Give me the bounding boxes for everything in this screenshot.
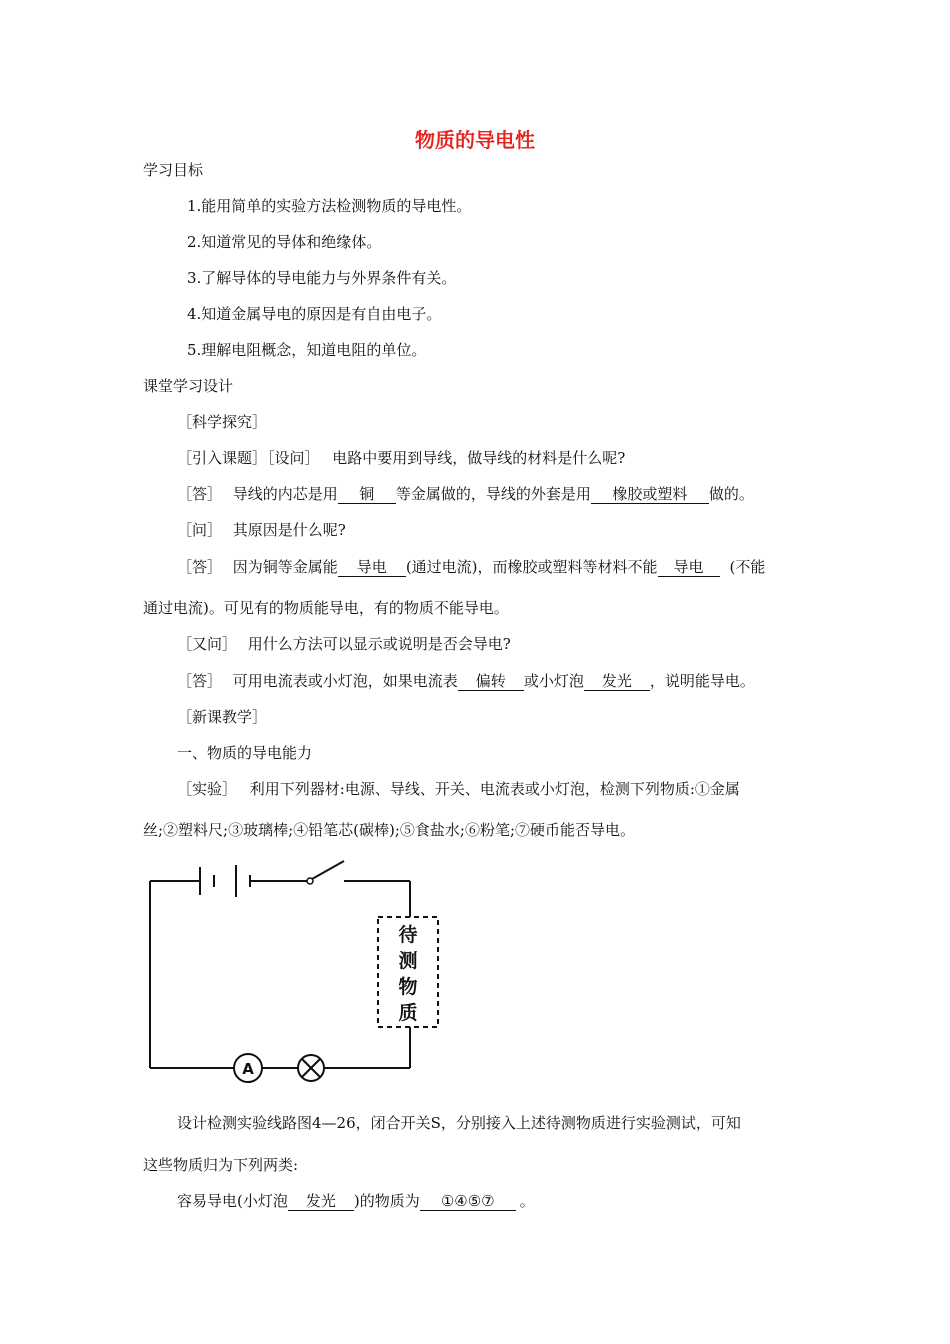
- answer-text: (通过电流)，而橡胶或塑料等材料不能: [405, 558, 658, 576]
- answer-blank: 铜: [338, 485, 396, 504]
- answer-blank: 橡胶或塑料: [591, 485, 709, 504]
- experiment-continued: 丝;②塑料尺;③玻璃棒;④铅笔芯(碳棒);⑤食盐水;⑥粉笔;⑦硬币能否导电。: [143, 821, 636, 839]
- answer-text: ，说明能导电。: [649, 672, 755, 690]
- goal-item: 1.能用简单的实验方法检测物质的导电性。: [187, 197, 472, 215]
- result-blank: ①④⑤⑦: [420, 1192, 516, 1211]
- intro-question: [177, 448, 625, 468]
- answer-text: (不能: [729, 558, 766, 576]
- ammeter-label: A: [242, 1060, 254, 1078]
- new-lesson-tag: ［新课教学］: [177, 708, 268, 726]
- answer-text: 导线的内芯是用: [232, 485, 338, 503]
- question-text: 其原因是什么呢?: [232, 521, 346, 539]
- switch-arm: [312, 861, 344, 879]
- box-label-char: 质: [398, 1002, 418, 1024]
- answer-tag: ［答］: [177, 672, 223, 690]
- question-3: [177, 634, 511, 654]
- answer-blank: 发光: [584, 672, 650, 691]
- section-heading-goals: 学习目标: [143, 161, 204, 179]
- question-tag: ［又问］: [177, 635, 238, 653]
- answer-blank: 导电: [658, 558, 720, 577]
- answer-1: [177, 484, 754, 504]
- experiment-text: 利用下列器材:电源、导线、开关、电流表或小灯泡，检测下列物质:①金属: [249, 780, 740, 798]
- answer-3: [177, 671, 755, 691]
- answer-2: [177, 557, 765, 577]
- design-text-continued: 这些物质归为下列两类:: [143, 1156, 299, 1174]
- goal-item: 3.了解导体的导电能力与外界条件有关。: [187, 269, 457, 287]
- answer-2-continued: 通过电流)。可见有的物质能导电，有的物质不能导电。: [143, 599, 509, 617]
- result-blank: 发光: [288, 1192, 354, 1211]
- result-text: 。: [519, 1192, 535, 1210]
- experiment: [177, 779, 740, 799]
- experiment-tag: ［实验］: [177, 780, 238, 798]
- circuit-diagram: [140, 855, 450, 1085]
- answer-text: 因为铜等金属能: [232, 558, 338, 576]
- design-text: 设计检测实验线路图4—26，闭合开关S，分别接入上述待测物质进行实验测试，可知: [177, 1114, 741, 1132]
- part-heading: 一、物质的导电能力: [177, 744, 313, 762]
- question-2: [177, 520, 346, 540]
- answer-blank: 偏转: [458, 672, 524, 691]
- box-label-char: 待: [398, 924, 418, 946]
- answer-blank: 导电: [338, 558, 406, 577]
- answer-tag: ［答］: [177, 558, 223, 576]
- goal-item: 5.理解电阻概念，知道电阻的单位。: [187, 341, 427, 359]
- box-label-char: 物: [398, 976, 418, 998]
- answer-text: 等金属做的，导线的外套是用: [395, 485, 591, 503]
- page-title: 物质的导电性: [415, 128, 535, 152]
- goal-item: 2.知道常见的导体和绝缘体。: [187, 233, 382, 251]
- answer-text: 或小灯泡: [523, 672, 584, 690]
- question-tag: ［问］: [177, 521, 223, 539]
- explore-tag: ［科学探究］: [177, 413, 268, 431]
- section-heading-design: 课堂学习设计: [143, 377, 234, 395]
- result-text: 容易导电(小灯泡: [177, 1192, 288, 1210]
- intro-text: 电路中要用到导线，做导线的材料是什么呢?: [332, 449, 626, 467]
- switch-pivot: [307, 878, 313, 884]
- intro-tag: ［引入课题］［设问］: [177, 449, 320, 467]
- answer-tag: ［答］: [177, 485, 223, 503]
- answer-text: 做的。: [708, 485, 754, 503]
- answer-text: 可用电流表或小灯泡，如果电流表: [232, 672, 458, 690]
- goal-item: 4.知道金属导电的原因是有自由电子。: [187, 305, 442, 323]
- result-text: )的物质为: [353, 1192, 420, 1210]
- question-text: 用什么方法可以显示或说明是否会导电?: [247, 635, 511, 653]
- box-label-char: 测: [398, 950, 418, 972]
- conductive-result: [177, 1191, 535, 1211]
